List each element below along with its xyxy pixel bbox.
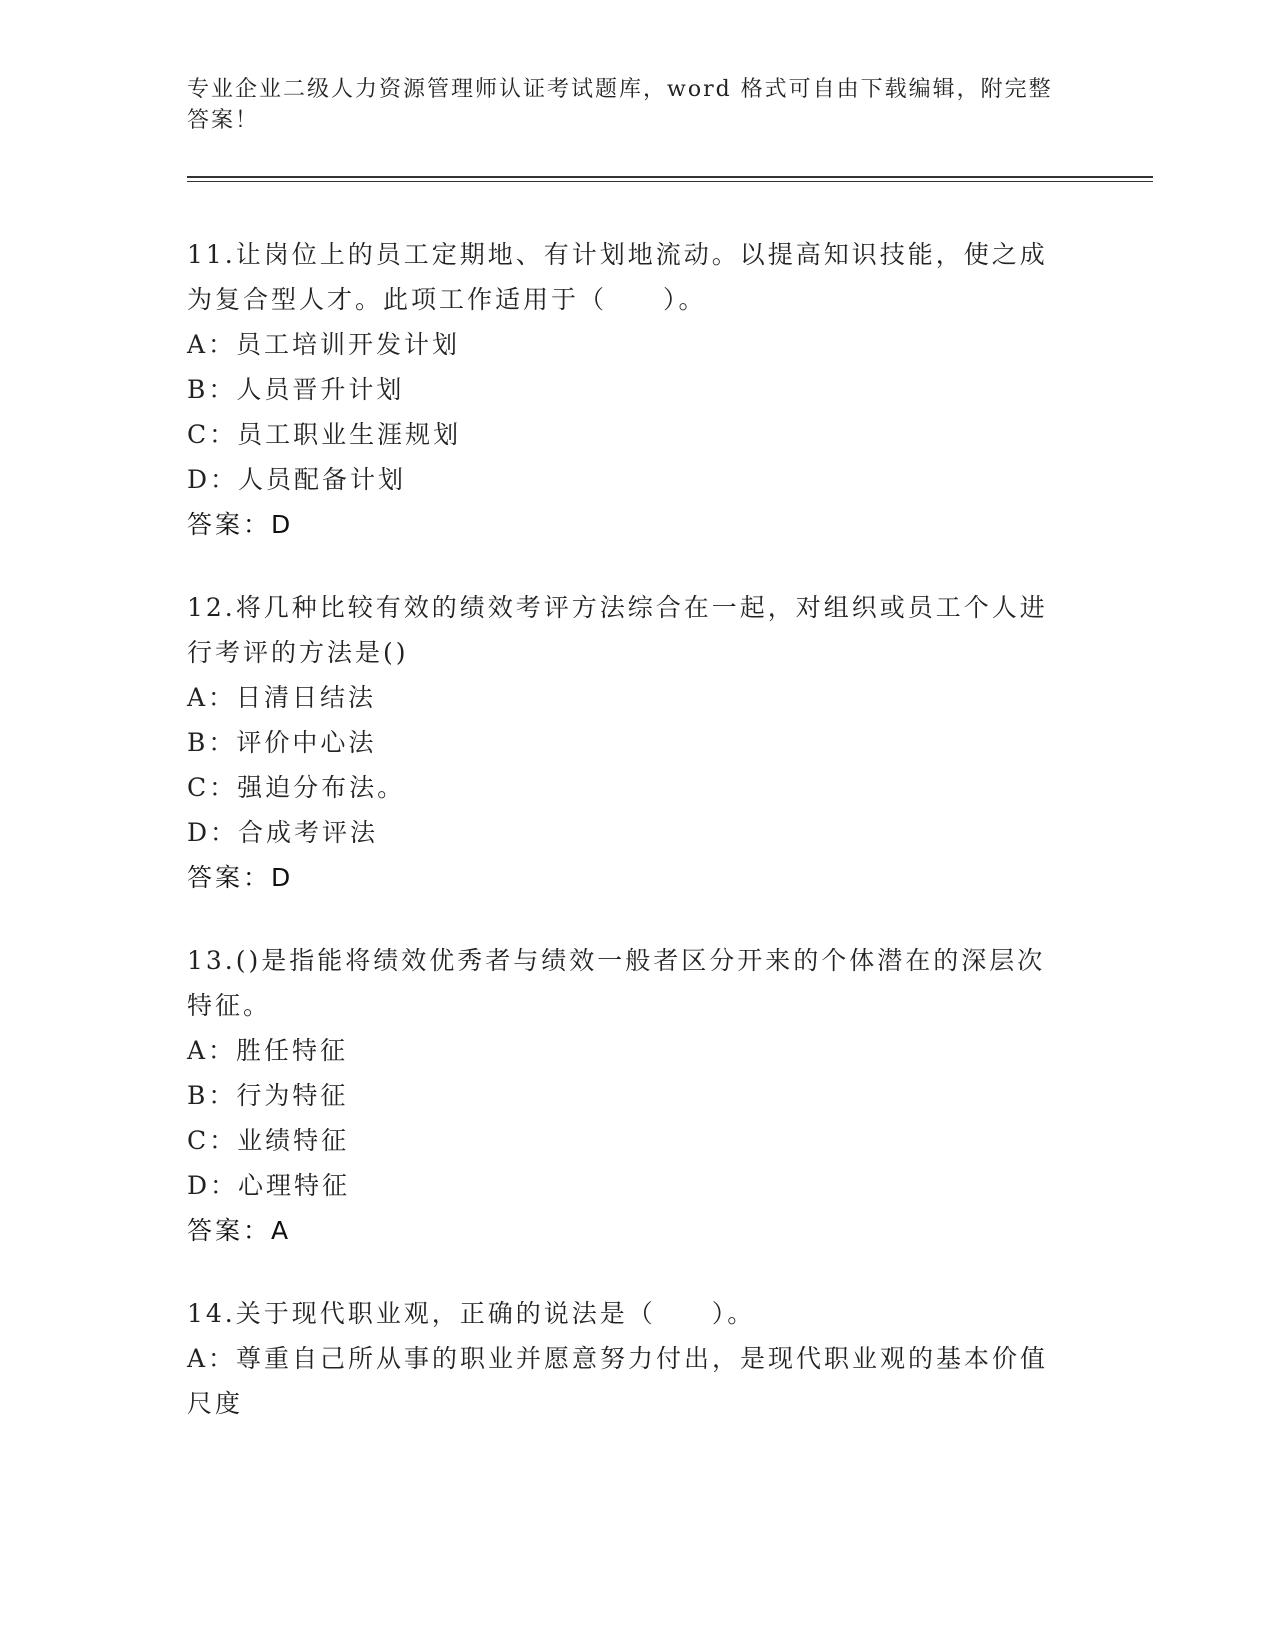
question-13 [187,938,1067,1253]
option-c: C：强迫分布法。 [187,773,406,802]
header-line-2: 答案！ [187,108,260,133]
option-d: D：心理特征 [187,1171,351,1200]
option-b: B：行为特征 [187,1081,349,1110]
question-stem: 13.()是指能将绩效优秀者与绩效一般者区分开来的个体潜在的深层次特征。 [187,946,1046,1020]
option-d: D：合成考评法 [187,818,379,847]
header-divider-bottom [187,181,1153,182]
option-c: C：员工职业生涯规划 [187,420,462,449]
option-a: A：尊重自己所从事的职业并愿意努力付出，是现代职业观的基本价值尺度 [187,1344,1049,1418]
question-list [187,232,1067,1464]
header-divider-top [187,176,1153,178]
option-b: B：评价中心法 [187,728,377,757]
answer: 答案：D [187,863,294,892]
question-stem: 14.关于现代职业观，正确的说法是（ ）。 [187,1299,756,1328]
document-header [187,74,1067,136]
header-line-1: 专业企业二级人力资源管理师认证考试题库，word 格式可自由下载编辑，附完整 [187,77,1053,102]
answer: 答案：D [187,510,294,539]
question-stem: 11.让岗位上的员工定期地、有计划地流动。以提高知识技能，使之成为复合型人才。此项工作适用于（ ）。 [187,240,1048,314]
option-a: A：员工培训开发计划 [187,330,461,359]
answer: 答案：A [187,1216,292,1245]
option-d: D：人员配备计划 [187,465,407,494]
option-a: A：日清日结法 [187,683,377,712]
question-14 [187,1291,1067,1426]
option-c: C：业绩特征 [187,1126,350,1155]
question-stem: 12.将几种比较有效的绩效考评方法综合在一起，对组织或员工个人进行考评的方法是() [187,593,1048,667]
question-11 [187,232,1067,547]
option-a: A：胜任特征 [187,1036,349,1065]
question-12 [187,585,1067,900]
option-b: B：人员晋升计划 [187,375,405,404]
